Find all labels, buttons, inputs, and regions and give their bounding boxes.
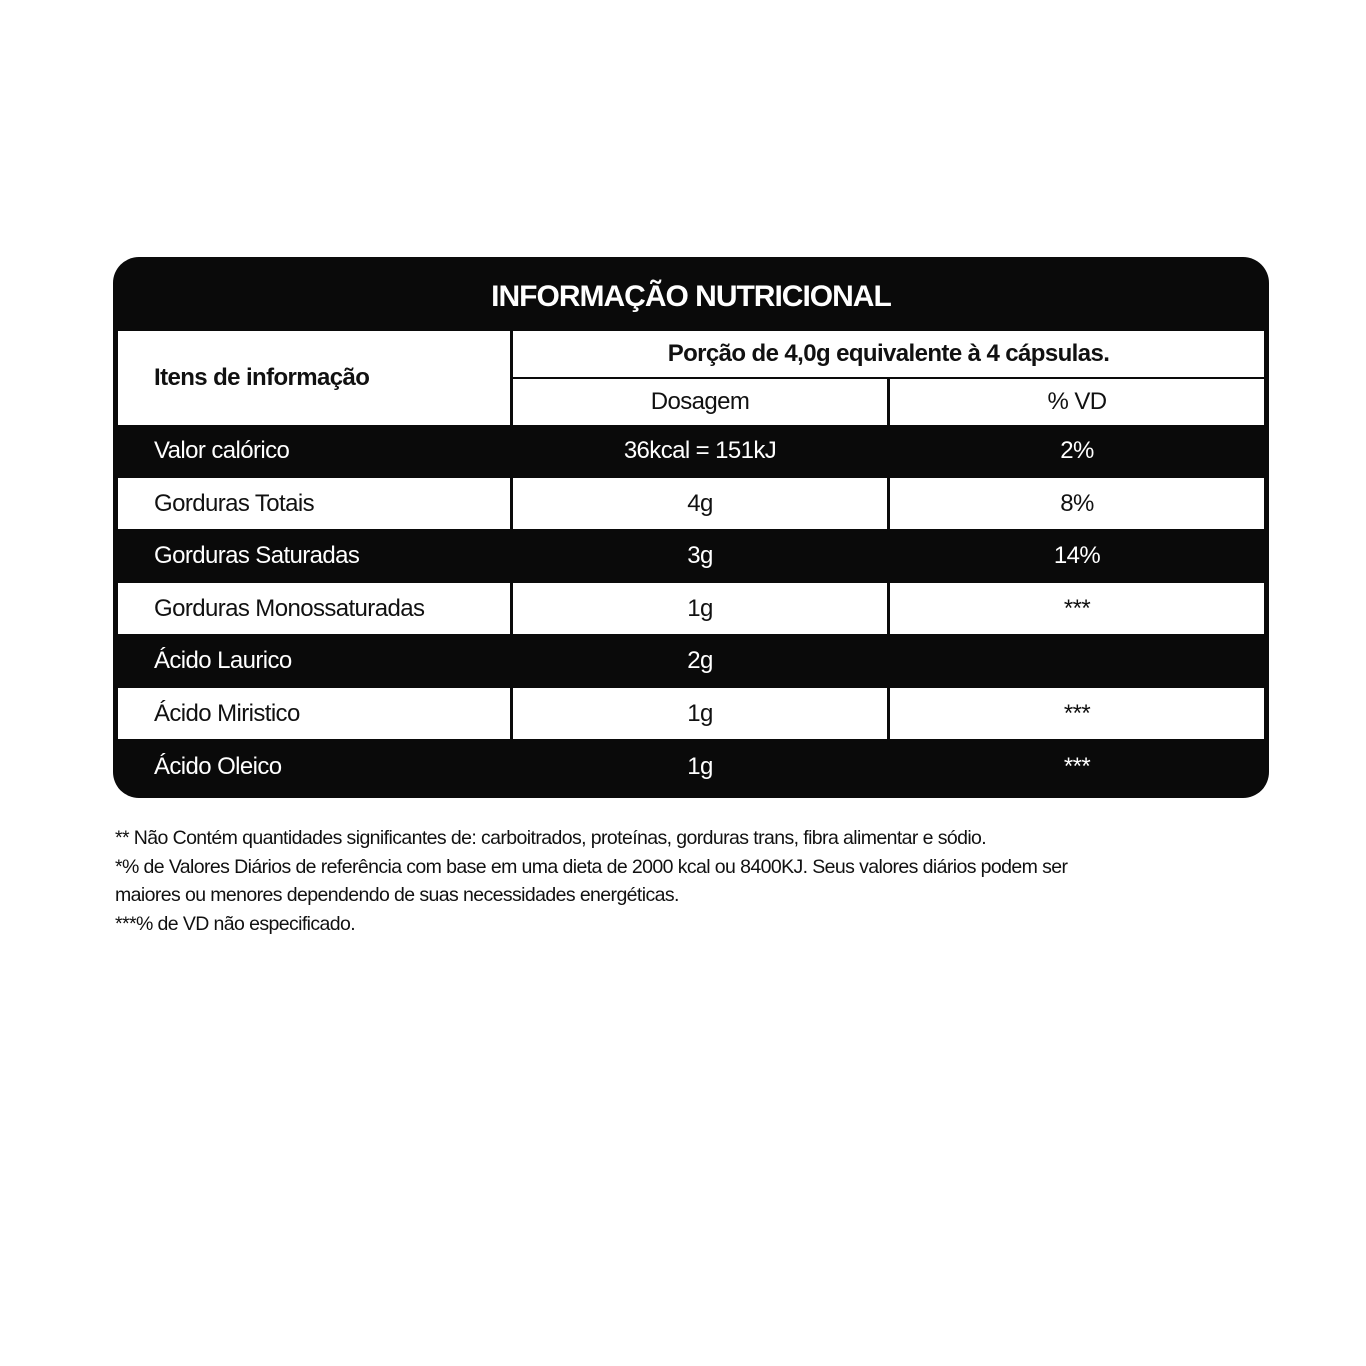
row-dose-cell: 1g xyxy=(513,741,887,793)
row-item-cell: Valor calórico xyxy=(118,426,510,476)
row-item-cell: Ácido Oleico xyxy=(118,741,510,793)
row-item-cell: Gorduras Saturadas xyxy=(118,531,510,581)
row-vd-cell: *** xyxy=(890,688,1264,739)
footnote: *% de Valores Diários de referência com base em uma dieta de 2000 kcal ou 8400KJ. Seus valores diários podem ser xyxy=(115,855,1068,878)
row-vd-cell: 2% xyxy=(890,426,1264,476)
row-vd-cell: 14% xyxy=(890,531,1264,581)
row-item-cell: Ácido Miristico xyxy=(118,688,510,739)
row-dose-cell: 3g xyxy=(513,531,887,581)
row-item-cell: Gorduras Monossaturadas xyxy=(118,583,510,634)
nutrition-table xyxy=(113,257,1269,798)
footnote: ***% de VD não especificado. xyxy=(115,912,356,935)
footnote: maiores ou menores dependendo de suas necessidades energéticas. xyxy=(115,884,679,906)
row-vd-cell: *** xyxy=(890,741,1264,793)
vd-header: % VD xyxy=(890,379,1264,425)
row-dose-cell: 4g xyxy=(513,478,887,529)
row-dose-cell: 1g xyxy=(513,688,887,739)
row-vd-cell: *** xyxy=(890,583,1264,634)
footnotes xyxy=(115,824,1275,938)
row-dose-cell: 36kcal = 151kJ xyxy=(513,426,887,476)
table-title: INFORMAÇÃO NUTRICIONAL xyxy=(491,280,891,313)
portion-header: Porção de 4,0g equivalente à 4 cápsulas. xyxy=(513,331,1264,377)
row-dose-cell: 2g xyxy=(513,636,887,686)
row-vd-cell xyxy=(890,636,1264,686)
row-vd-cell: 8% xyxy=(890,478,1264,529)
items-header: Itens de informação xyxy=(118,331,510,425)
row-item-cell: Gorduras Totais xyxy=(118,478,510,529)
row-dose-cell: 1g xyxy=(513,583,887,634)
row-item-cell: Ácido Laurico xyxy=(118,636,510,686)
footnote: ** Não Contém quantidades significantes de: carboitrados, proteínas, gorduras trans, fibra alimentar e sódio. xyxy=(115,827,987,849)
dosage-header: Dosagem xyxy=(513,379,887,425)
